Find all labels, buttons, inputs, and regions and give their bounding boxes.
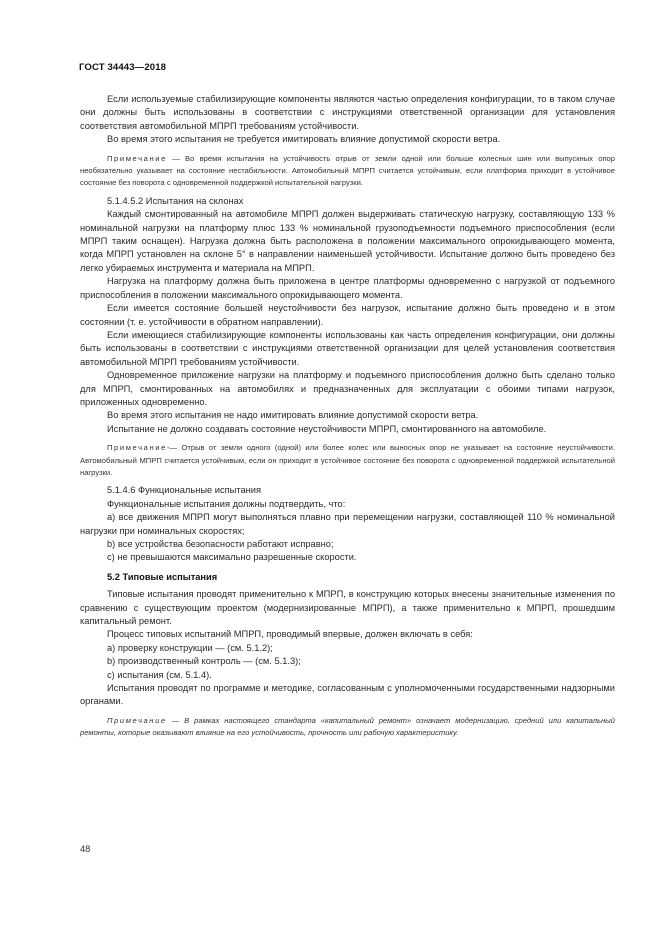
paragraph: Процесс типовых испытаний МПРП, проводимый впервые, должен включать в себя: — [107, 629, 473, 640]
paragraph: Во время этого испытания не требуется имитировать влияние допустимой скорости ветра. — [107, 134, 501, 145]
note — [80, 442, 615, 479]
paragraph: Одновременное приложение нагрузки на платформу и подъемного приспособления должно быть сделано только для МПРП, смонтированных на автомобилях и предназначенных для эксплуатации с обоими типами нагрузок, приложенных одновременно. — [80, 370, 615, 407]
paragraph: Испытание не должно создавать состояние неустойчивости МПРП, смонтированного на автомобиле. — [107, 423, 547, 434]
list-item: a) все движения МПРП могут выполняться плавно при перемещении нагрузки, составляющей 110 % номинальной нагрузки при номинальных скоростях; — [80, 512, 615, 536]
paragraph: Если имеется состояние большей неустойчивости без нагрузок, испытание должно быть проведено и в этом состоянии (т. е. устойчивости в обратном направлении). — [80, 303, 615, 327]
paragraph: Испытания проводят по программе и методике, согласованным с уполномоченными государственными надзорными органами. — [80, 683, 615, 707]
subsection-heading: 5.1.4.6 Функциональные испытания — [107, 485, 262, 496]
paragraph: Нагрузка на платформу должна быть приложена в центре платформы одновременно с нагрузкой от подъемного приспособления в положении максимального опрокидывающего момента. — [80, 276, 615, 300]
note-label: Примечание — [107, 153, 167, 163]
note-label: Примечание — [107, 715, 167, 725]
section-heading: 5.2 Типовые испытания — [107, 571, 218, 582]
paragraph: Каждый смонтированный на автомобиле МПРП должен выдерживать статическую нагрузку, составляющую 133 % номинальной нагрузки на платформу плюс 133 % номинальной грузоподъемности подъемного приспособления (если МПРП таким оснащен). Нагрузка должна быть расположена в положении максимального опрокидывающего момента, когда МПРП установлен на склоне 5° в направлении наименьшей устойчивости. Испытание должно быть проведено без легко убираемых инструмента и материала на МПРП. — [80, 209, 615, 273]
note-text: — В рамках настоящего стандарта «капитальный ремонт» означает модернизацию, средний или капитальный ремонты, которые оказывают влияние на его устойчивость, прочность или рабочую характеристику. — [80, 715, 615, 738]
list-item: c) не превышаются максимально разрешенные скорости. — [107, 552, 357, 563]
list-item: b) все устройства безопасности работают исправно; — [107, 539, 334, 549]
document-header: ГОСТ 34443—2018 — [79, 62, 167, 73]
paragraph: Во время этого испытания не надо имитировать влияние допустимой скорости ветра. — [107, 410, 479, 421]
note — [80, 715, 615, 740]
document-body — [80, 93, 615, 745]
subsection-heading: 5.1.4.5.2 Испытания на склонах — [107, 195, 244, 206]
paragraph: Функциональные испытания должны подтвердить, что: — [107, 498, 346, 509]
list-item: c) испытания (см. 5.1.4). — [107, 669, 212, 680]
list-item: b) производственный контроль — (см. 5.1.3); — [107, 656, 301, 667]
note — [80, 153, 615, 190]
paragraph: Если используемые стабилизирующие компоненты являются частью определения конфигурации, то в таком случае они должны быть использованы в соответствии с инструкциями ответственной организации для установления соответствия автомобильной МПРП требованиям устойчивости. — [80, 94, 615, 131]
note-text: — Во время испытания на устойчивость отрыв от земли одной или больше колесных шин или выпускных опор необязательно указывает на состояние нестабильности. Автомобильный МПРП считается устойчивым, если платформа приходит в устойчивое состояние без поворота с одновременной поддержкой испытательной нагрузки. — [80, 153, 615, 188]
list-item: a) проверку конструкции — (см. 5.1.2); — [107, 642, 273, 653]
note-text: -— Отрыв от земли одного (одной) или более колес или выносных опор не указывает на состояние неустойчивости. Автомобильный МПРП считается устойчивым, если он приходит в устойчивое состояние без поворота с одновременной поддержкой испытательной нагрузки. — [80, 443, 615, 477]
note-label: Примечание — [107, 443, 167, 453]
paragraph: Если имеющиеся стабилизирующие компоненты использованы как часть определения конфигурации, они должны быть использованы в соответствии с инструкциями ответственной организации для целей установления соответствия автомобильной МПРП требованиям устойчивости. — [80, 329, 615, 367]
page-number: 48 — [80, 844, 91, 854]
paragraph: Типовые испытания проводят применительно к МПРП, в конструкцию которых внесены значительные изменения по сравнению с существующим проектом (модернизированные МПРП), а также применительно к МПРП, прошедшим капитальный ремонт. — [80, 589, 615, 627]
